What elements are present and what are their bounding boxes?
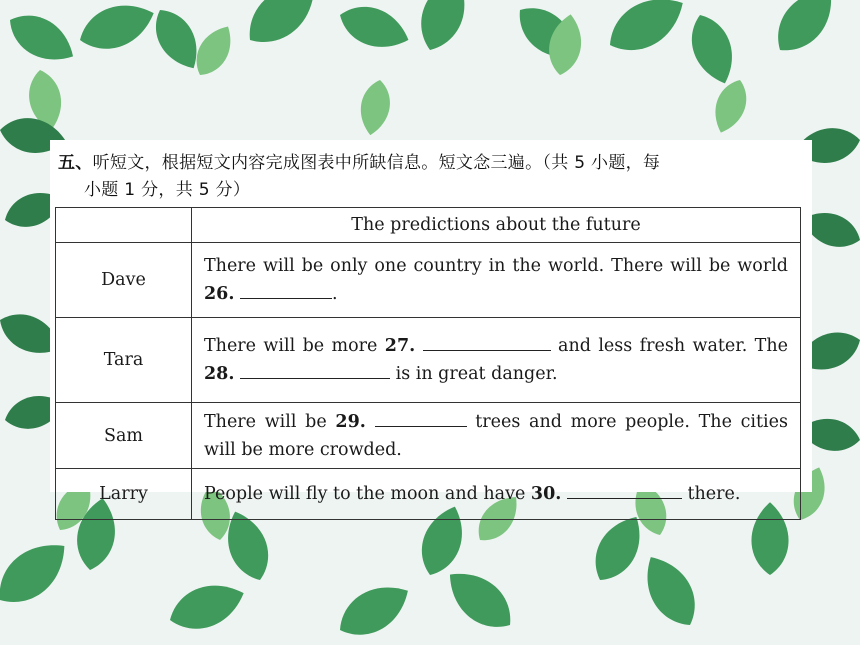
row-prediction	[192, 318, 801, 403]
answer-blank[interactable]	[240, 282, 332, 299]
prediction-text: and less fresh water. The	[550, 336, 788, 356]
prediction-text: There will be only one country in the world. There will be world	[204, 256, 788, 276]
row-name: Sam	[56, 403, 192, 469]
instruction-text-1: 听短文，根据短文内容完成图表中所缺信息。短文念三遍。（共 5 小题，每	[92, 153, 661, 173]
table-header-row	[56, 208, 801, 243]
row-prediction	[192, 403, 801, 469]
prediction-text: People will fly to the moon and have	[204, 484, 531, 504]
row-name: Tara	[56, 318, 192, 403]
table-row	[56, 469, 801, 520]
question-instruction	[58, 150, 808, 204]
blank-number: 28.	[204, 364, 235, 384]
answer-blank[interactable]	[240, 362, 390, 379]
blank-number: 26.	[204, 284, 235, 304]
section-number: 五、	[58, 153, 93, 173]
row-name: Dave	[56, 243, 192, 318]
prediction-text: .	[332, 284, 338, 304]
table-row	[56, 243, 801, 318]
row-name: Larry	[56, 469, 192, 520]
predictions-table	[55, 207, 801, 520]
answer-blank[interactable]	[567, 482, 682, 499]
table-row	[56, 318, 801, 403]
answer-blank[interactable]	[423, 334, 551, 351]
row-prediction	[192, 243, 801, 318]
blank-number: 29.	[335, 411, 366, 432]
prediction-text: there.	[681, 484, 741, 504]
blank-number: 30.	[530, 484, 562, 504]
blank-number: 27.	[384, 336, 416, 356]
prediction-text: trees and more people. The cities will be more crowded.	[204, 411, 788, 460]
table-row	[56, 403, 801, 469]
header-predictions: The predictions about the future	[192, 208, 801, 243]
prediction-text: There will be more	[204, 336, 385, 356]
instruction-line-2: 小题 1 分，共 5 分）	[84, 180, 251, 200]
prediction-text: is in great danger.	[390, 364, 558, 384]
instruction-line-1	[58, 150, 808, 177]
answer-blank[interactable]	[375, 410, 467, 427]
prediction-text: There will be	[204, 411, 336, 432]
row-prediction	[192, 469, 801, 520]
header-empty-cell	[56, 208, 192, 243]
